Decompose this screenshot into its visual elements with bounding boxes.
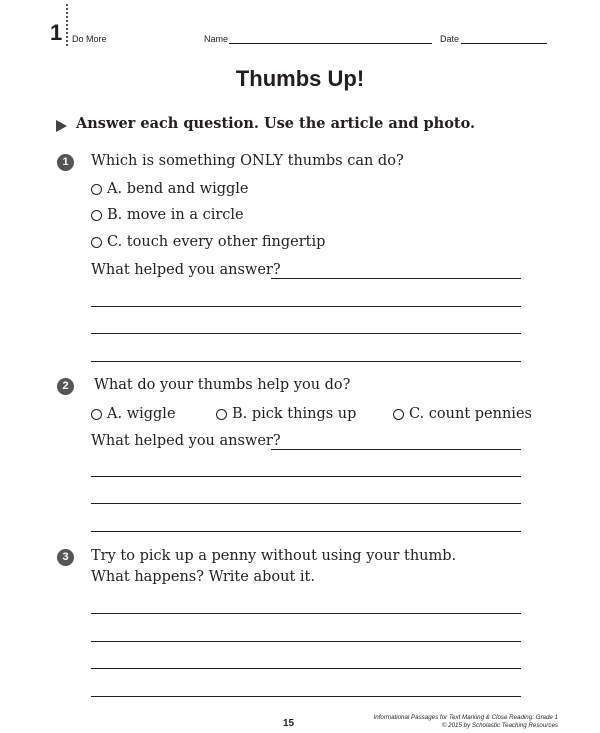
q1-writing-line[interactable] [91,361,521,362]
page-title: Thumbs Up! [235,66,365,91]
q3-writing-line[interactable] [91,696,521,697]
q1-option-c[interactable] [91,234,325,250]
q1-followup-label: What helped you answer? [91,262,281,278]
q3-writing-line[interactable] [91,668,521,669]
credit-line-2: © 2015 by Scholastic Teaching Resources [441,722,558,730]
radio-circle-icon[interactable] [91,210,102,221]
header-divider [66,4,68,46]
radio-circle-icon[interactable] [91,184,102,195]
credit-line [374,714,558,730]
radio-circle-icon[interactable] [91,409,102,420]
name-field[interactable] [229,43,432,44]
question-number-3: 3 [57,549,74,566]
q1-option-a-label: A. bend and wiggle [107,181,249,197]
q2-writing-line[interactable] [91,503,521,504]
q1-option-b-label: B. move in a circle [107,207,244,223]
q1-option-c-label: C. touch every other fingertip [107,234,326,250]
q2-writing-line[interactable] [91,476,521,477]
page-number: 15 [283,718,295,729]
date-label: Date [440,34,460,44]
q3-writing-line[interactable] [91,641,521,642]
name-label: Name [204,34,229,44]
radio-circle-icon[interactable] [393,409,404,420]
section-label: Do More [72,34,107,44]
q1-writing-line[interactable] [91,306,521,307]
q3-writing-line[interactable] [91,613,521,614]
question-3-text-line2: What happens? Write about it. [91,569,315,585]
q2-option-a[interactable] [91,406,176,422]
radio-circle-icon[interactable] [91,237,102,248]
credit-line-1: Informational Passages for Text Marking & Close Reading: Grade 1 [373,714,558,721]
q2-writing-line[interactable] [91,531,521,532]
q2-option-b[interactable] [216,406,356,422]
q2-option-c[interactable] [393,406,532,422]
q2-followup-answer-line[interactable] [271,449,521,450]
question-number-1: 1 [57,154,74,171]
q2-option-b-label: B. pick things up [232,406,357,422]
q1-option-b[interactable] [91,207,244,223]
question-number-2: 2 [57,378,74,395]
date-field[interactable] [461,43,547,44]
question-2-text: What do your thumbs help you do? [94,377,351,393]
play-arrow-icon [56,120,67,132]
q2-option-c-label: C. count pennies [409,406,532,422]
instructions: Answer each question. Use the article and photo. [76,115,476,132]
q1-writing-line[interactable] [91,333,521,334]
q1-option-a[interactable] [91,181,249,197]
q2-option-a-label: A. wiggle [107,406,176,422]
question-1-text: Which is something ONLY thumbs can do? [91,153,404,169]
radio-circle-icon[interactable] [216,409,227,420]
q1-followup-answer-line[interactable] [271,278,521,279]
q2-followup-label: What helped you answer? [91,433,281,449]
unit-number: 1 [50,20,63,45]
question-3-text-line1: Try to pick up a penny without using your thumb. [91,548,457,564]
